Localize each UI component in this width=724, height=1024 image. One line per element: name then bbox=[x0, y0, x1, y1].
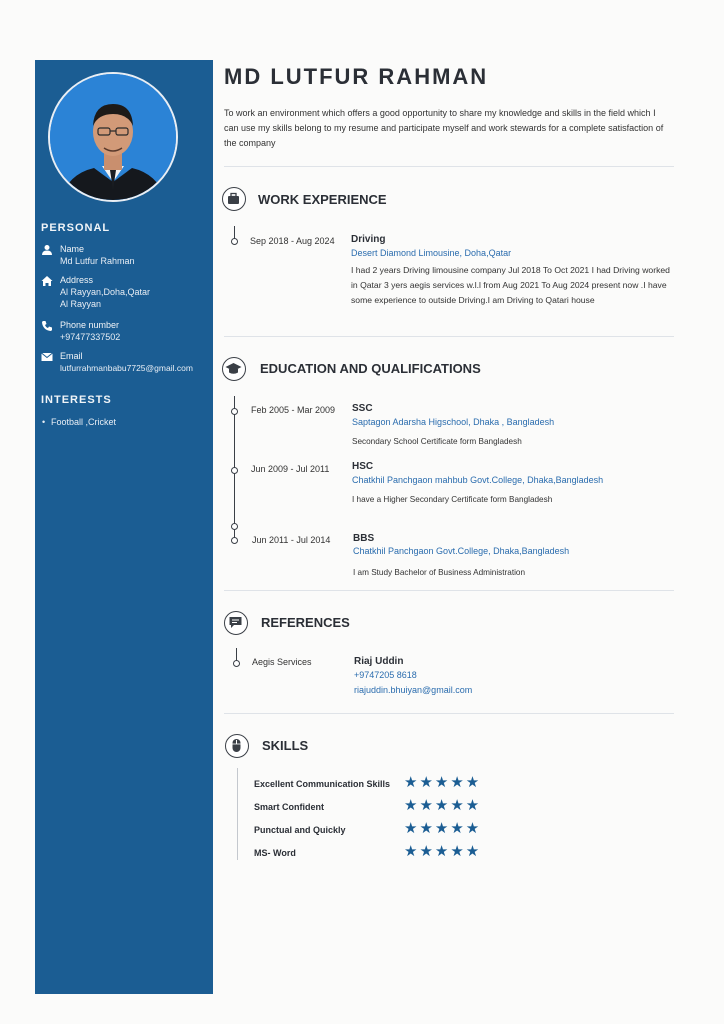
user-icon bbox=[41, 244, 53, 256]
phone-icon bbox=[41, 320, 53, 332]
bullet-icon: • bbox=[42, 417, 46, 427]
personal-heading: PERSONAL bbox=[41, 222, 111, 234]
email-value: lutfurrahmanbabu7725@gmail.com bbox=[60, 363, 193, 373]
phone-value: +97477337502 bbox=[60, 332, 121, 342]
edu-date: Jun 2009 - Jul 2011 bbox=[251, 464, 330, 474]
ref-email: riajuddin.bhuiyan@gmail.com bbox=[354, 685, 473, 695]
edu-org: Saptagon Adarsha Higschool, Dhaka , Bangladesh bbox=[352, 417, 555, 427]
name-label: Name bbox=[60, 244, 85, 254]
ref-company: Aegis Services bbox=[252, 657, 312, 667]
skill-name: Punctual and Quickly bbox=[254, 825, 346, 835]
edu-org: Chatkhil Panchgaon Govt.College, Dhaka,Bangladesh bbox=[353, 546, 570, 556]
ref-phone: +9747205 8618 bbox=[354, 670, 417, 680]
address-label: Address bbox=[60, 275, 94, 285]
skills-line bbox=[237, 768, 238, 860]
personal-email bbox=[41, 350, 213, 376]
skill-name: Excellent Communication Skills bbox=[254, 779, 391, 789]
phone-label: Phone number bbox=[60, 320, 120, 330]
email-label: Email bbox=[60, 351, 83, 361]
references-heading: REFERENCES bbox=[261, 615, 350, 630]
mail-icon bbox=[41, 351, 53, 363]
star-rating-icon: ★★★★★ bbox=[404, 843, 482, 860]
profile-photo bbox=[48, 72, 178, 202]
work-heading: WORK EXPERIENCE bbox=[258, 192, 387, 207]
timeline-dot bbox=[231, 238, 238, 245]
edu-date: Jun 2011 - Jul 2014 bbox=[252, 535, 331, 545]
speech-bubble-icon bbox=[224, 611, 248, 635]
ref-name: Riaj Uddin bbox=[354, 656, 404, 667]
address-line2: Al Rayyan bbox=[60, 299, 102, 309]
divider bbox=[224, 713, 674, 714]
edu-date: Feb 2005 - Mar 2009 bbox=[251, 405, 336, 415]
star-rating-icon: ★★★★★ bbox=[404, 820, 482, 837]
timeline-dot bbox=[231, 467, 238, 474]
mouse-icon bbox=[225, 734, 249, 758]
star-rating-icon: ★★★★★ bbox=[404, 774, 482, 791]
edu-title: HSC bbox=[352, 461, 374, 472]
edu-desc: I am Study Bachelor of Business Administration bbox=[353, 568, 526, 577]
sidebar bbox=[35, 60, 213, 994]
interests-heading: INTERESTS bbox=[41, 394, 112, 406]
skills-heading: SKILLS bbox=[262, 738, 309, 753]
work-date: Sep 2018 - Aug 2024 bbox=[250, 236, 335, 246]
edu-title: BBS bbox=[353, 533, 375, 544]
home-icon bbox=[41, 275, 53, 287]
personal-address bbox=[41, 274, 211, 312]
skill-name: Smart Confident bbox=[254, 802, 325, 812]
divider bbox=[224, 336, 674, 337]
resume-name: MD LUTFUR RAHMAN bbox=[224, 64, 489, 89]
edu-title: SSC bbox=[352, 403, 373, 414]
education-heading: EDUCATION AND QUALIFICATIONS bbox=[260, 361, 481, 376]
briefcase-icon bbox=[222, 187, 246, 211]
name-value: Md Lutfur Rahman bbox=[60, 256, 135, 266]
objective-text: To work an environment which offers a good opportunity to share my knowledge and skills in the field which I can use my skills belong to my resume and participate myself and work stewards for a complete satisfaction of the company bbox=[224, 108, 664, 148]
skill-name: MS- Word bbox=[254, 848, 296, 858]
divider bbox=[224, 166, 674, 167]
timeline-dot bbox=[231, 408, 238, 415]
interest-text: Football ,Cricket bbox=[51, 417, 117, 427]
address-line1: Al Rayyan,Doha,Qatar bbox=[60, 287, 151, 297]
edu-desc: I have a Higher Secondary Certificate form Bangladesh bbox=[352, 495, 553, 504]
work-desc: I had 2 years Driving limousine company Jul 2018 To Oct 2021 I had Driving worked in Qatar 3 yers aegis services w.l.l from Aug 2021 To Aug 2024 present now .I have some experience to outside Driving.I am Driving to Qatari house bbox=[351, 265, 670, 305]
personal-name bbox=[41, 243, 211, 269]
timeline-dot bbox=[231, 523, 238, 530]
timeline-dot bbox=[233, 660, 240, 667]
personal-phone bbox=[41, 319, 211, 345]
work-title: Driving bbox=[351, 234, 386, 245]
star-rating-icon: ★★★★★ bbox=[404, 797, 482, 814]
edu-desc: Secondary School Certificate form Bangladesh bbox=[352, 437, 522, 446]
divider bbox=[224, 590, 674, 591]
graduation-cap-icon bbox=[222, 357, 246, 381]
timeline-dot bbox=[231, 537, 238, 544]
edu-org: Chatkhil Panchgaon mahbub Govt.College, Dhaka,Bangladesh bbox=[352, 475, 604, 485]
work-org: Desert Diamond Limousine, Doha,Qatar bbox=[351, 248, 512, 258]
